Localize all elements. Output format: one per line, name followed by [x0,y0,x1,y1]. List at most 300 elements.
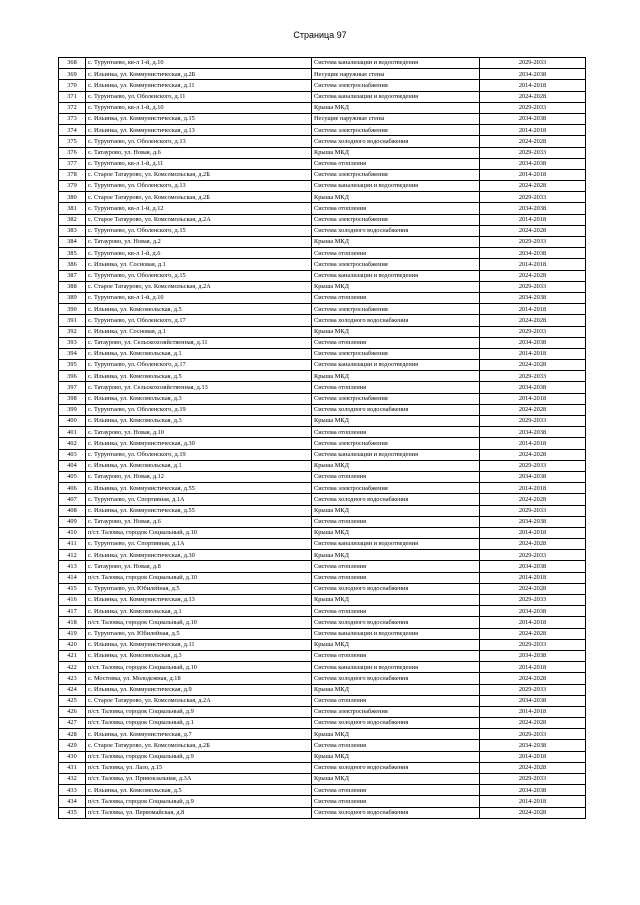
system-cell: Система холодного водоснабжения [312,225,480,236]
row-number-cell: 414 [59,572,86,583]
address-cell: п/ст. Таловка, ул. Первомайская, д.8 [86,807,312,818]
row-number-cell: 423 [59,673,86,684]
system-cell: Крыша МКД [312,774,480,785]
row-number-cell: 402 [59,438,86,449]
row-number-cell: 409 [59,516,86,527]
row-number-cell: 380 [59,192,86,203]
system-cell: Система канализации и водоотведения [312,662,480,673]
system-cell: Система отопления [312,785,480,796]
row-number-cell: 397 [59,382,86,393]
period-cell: 2034-2038 [480,382,586,393]
table-row [59,281,586,292]
address-cell: п/ст. Таловка, ул. Лазо, д.15 [86,762,312,773]
period-cell: 2024-2028 [480,718,586,729]
table-row [59,673,586,684]
system-cell: Система канализации и водоотведения [312,449,480,460]
period-cell: 2024-2028 [480,762,586,773]
system-cell: Система электроснабжения [312,169,480,180]
system-cell: Система холодного водоснабжения [312,718,480,729]
period-cell: 2029-2033 [480,774,586,785]
row-number-cell: 387 [59,270,86,281]
address-cell: с. Ильинка, ул. Комсомольская, д.3 [86,393,312,404]
period-cell: 2029-2033 [480,326,586,337]
period-cell: 2029-2033 [480,550,586,561]
system-cell: Система электроснабжения [312,214,480,225]
system-cell: Система холодного водоснабжения [312,762,480,773]
registry-body [59,58,586,819]
system-cell: Система холодного водоснабжения [312,807,480,818]
address-cell: с. Старое Татаурово, ул. Комсомольская, д.2А [86,695,312,706]
row-number-cell: 379 [59,181,86,192]
page-header: Страница 97 [293,30,347,40]
period-cell: 2014-2018 [480,348,586,359]
table-row [59,718,586,729]
table-row [59,796,586,807]
system-cell: Система холодного водоснабжения [312,404,480,415]
row-number-cell: 400 [59,416,86,427]
period-cell: 2034-2038 [480,606,586,617]
system-cell: Система электроснабжения [312,259,480,270]
row-number-cell: 406 [59,483,86,494]
period-cell: 2014-2018 [480,438,586,449]
row-number-cell: 419 [59,628,86,639]
period-cell: 2029-2033 [480,729,586,740]
system-cell: Система отопления [312,248,480,259]
system-cell: Система холодного водоснабжения [312,617,480,628]
table-row [59,203,586,214]
system-cell: Крыша МКД [312,371,480,382]
period-cell: 2029-2033 [480,639,586,650]
period-cell: 2024-2028 [480,360,586,371]
period-cell: 2029-2033 [480,595,586,606]
system-cell: Система отопления [312,516,480,527]
period-cell: 2014-2018 [480,169,586,180]
address-cell: с. Ильинка, ул. Сосновая, д.1 [86,326,312,337]
period-cell: 2024-2028 [480,91,586,102]
table-row [59,69,586,80]
period-cell: 2024-2028 [480,449,586,460]
address-cell: с. Ильинка, ул. Коммунистическая, д.15 [86,113,312,124]
system-cell: Крыша МКД [312,684,480,695]
system-cell: Крыша МКД [312,639,480,650]
address-cell: п/ст. Таловка, городок Социальный, д.10 [86,662,312,673]
period-cell: 2029-2033 [480,505,586,516]
system-cell: Система электроснабжения [312,393,480,404]
table-row [59,684,586,695]
table-row [59,807,586,818]
address-cell: с. Турунтаево, ул. Юбилейная, д.5 [86,583,312,594]
table-row [59,270,586,281]
table-row [59,762,586,773]
address-cell: с. Турунтаево, ул. Оболенского, д.11 [86,91,312,102]
row-number-cell: 386 [59,259,86,270]
system-cell: Крыша МКД [312,729,480,740]
address-cell: с. Турунтаево, ул. Оболенского, д.17 [86,360,312,371]
row-number-cell: 374 [59,125,86,136]
table-row [59,113,586,124]
table-row [59,628,586,639]
row-number-cell: 401 [59,427,86,438]
period-cell: 2029-2033 [480,147,586,158]
row-number-cell: 377 [59,158,86,169]
table-row [59,371,586,382]
table-row [59,237,586,248]
period-cell: 2034-2038 [480,650,586,661]
system-cell: Крыша МКД [312,192,480,203]
period-cell: 2024-2028 [480,404,586,415]
table-row [59,527,586,538]
table-row [59,483,586,494]
table-row [59,740,586,751]
system-cell: Система электроснабжения [312,125,480,136]
row-number-cell: 430 [59,751,86,762]
row-number-cell: 435 [59,807,86,818]
row-number-cell: 395 [59,360,86,371]
system-cell: Система отопления [312,158,480,169]
period-cell: 2014-2018 [480,304,586,315]
row-number-cell: 388 [59,281,86,292]
period-cell: 2024-2028 [480,807,586,818]
address-cell: с. Татаурово, ул. Новая, д.10 [86,427,312,438]
address-cell: с. Татаурово, ул. Новая, д.6 [86,147,312,158]
row-number-cell: 422 [59,662,86,673]
period-cell: 2034-2038 [480,695,586,706]
period-cell: 2029-2033 [480,102,586,113]
period-cell: 2034-2038 [480,203,586,214]
table-row [59,315,586,326]
row-number-cell: 424 [59,684,86,695]
row-number-cell: 413 [59,561,86,572]
row-number-cell: 416 [59,595,86,606]
period-cell: 2029-2033 [480,460,586,471]
table-row [59,382,586,393]
period-cell: 2034-2038 [480,292,586,303]
address-cell: с. Ильинка, ул. Коммунистическая, д.11 [86,639,312,650]
address-cell: с. Старое Татаурово, ул. Комсомольская, д.2Б [86,192,312,203]
period-cell: 2014-2018 [480,617,586,628]
table-row [59,460,586,471]
table-row [59,136,586,147]
address-cell: с. Турунтаево, кв-л 1-й, д.10 [86,292,312,303]
table-row [59,516,586,527]
system-cell: Крыша МКД [312,281,480,292]
table-row [59,785,586,796]
address-cell: с. Турунтаево, ул. Оболенского, д.15 [86,270,312,281]
row-number-cell: 382 [59,214,86,225]
system-cell: Несущие наружные стены [312,69,480,80]
table-row [59,125,586,136]
system-cell: Крыша МКД [312,595,480,606]
address-cell: с. Турунтаево, кв-л 1-й, д.11 [86,158,312,169]
system-cell: Система электроснабжения [312,706,480,717]
row-number-cell: 425 [59,695,86,706]
period-cell: 2034-2038 [480,337,586,348]
row-number-cell: 415 [59,583,86,594]
address-cell: с. Ильинка, ул. Коммунистическая, д.13 [86,595,312,606]
system-cell: Система холодного водоснабжения [312,136,480,147]
system-cell: Система электроснабжения [312,483,480,494]
row-number-cell: 407 [59,494,86,505]
table-row [59,550,586,561]
table-row [59,147,586,158]
address-cell: с. Турунтаево, ул. Спортивная, д.1А [86,494,312,505]
row-number-cell: 383 [59,225,86,236]
period-cell: 2014-2018 [480,125,586,136]
system-cell: Система отопления [312,203,480,214]
row-number-cell: 412 [59,550,86,561]
period-cell: 2014-2018 [480,662,586,673]
period-cell: 2034-2038 [480,471,586,482]
system-cell: Несущие наружные стены [312,113,480,124]
period-cell: 2024-2028 [480,583,586,594]
address-cell: с. Татаурово, ул. Сельскохозяйственная, д.13 [86,382,312,393]
row-number-cell: 372 [59,102,86,113]
system-cell: Система электроснабжения [312,438,480,449]
period-cell: 2029-2033 [480,371,586,382]
system-cell: Система электроснабжения [312,80,480,91]
address-cell: с. Турунтаево, кв-л 1-й, д.12 [86,203,312,214]
address-cell: с. Старое Татаурово, ул. Комсомольская, д.2А [86,281,312,292]
table-row [59,505,586,516]
row-number-cell: 432 [59,774,86,785]
period-cell: 2029-2033 [480,237,586,248]
period-cell: 2014-2018 [480,706,586,717]
row-number-cell: 429 [59,740,86,751]
address-cell: с. Ильинка, ул. Комсомольская, д.5 [86,371,312,382]
table-row [59,729,586,740]
address-cell: п/ст. Таловка, городок Социальный, д.9 [86,706,312,717]
system-cell: Система холодного водоснабжения [312,583,480,594]
system-cell: Крыша МКД [312,550,480,561]
row-number-cell: 390 [59,304,86,315]
address-cell: п/ст. Таловка, городок Социальный, д.10 [86,617,312,628]
period-cell: 2024-2028 [480,494,586,505]
system-cell: Крыша МКД [312,326,480,337]
address-cell: с. Ильинка, ул. Комсомольская, д.1 [86,460,312,471]
table-row [59,494,586,505]
address-cell: с. Ильинка, ул. Коммунистическая, д.9 [86,684,312,695]
table-row [59,348,586,359]
system-cell: Система канализации и водоотведения [312,91,480,102]
row-number-cell: 384 [59,237,86,248]
row-number-cell: 420 [59,639,86,650]
table-row [59,561,586,572]
system-cell: Система отопления [312,796,480,807]
period-cell: 2034-2038 [480,427,586,438]
system-cell: Крыша МКД [312,147,480,158]
period-cell: 2034-2038 [480,561,586,572]
address-cell: с. Ильинка, ул. Комсомольская, д.5 [86,785,312,796]
system-cell: Система электроснабжения [312,348,480,359]
row-number-cell: 428 [59,729,86,740]
address-cell: с. Ильинка, ул. Комсомольская, д.5 [86,304,312,315]
table-row [59,181,586,192]
table-row [59,416,586,427]
system-cell: Крыша МКД [312,505,480,516]
row-number-cell: 385 [59,248,86,259]
table-row [59,337,586,348]
row-number-cell: 370 [59,80,86,91]
system-cell: Крыша МКД [312,102,480,113]
address-cell: с. Татаурово, ул. Новая, д.12 [86,471,312,482]
period-cell: 2014-2018 [480,214,586,225]
address-cell: с. Турунтаево, ул. Оболенского, д.17 [86,315,312,326]
address-cell: с. Ильинка, ул. Коммунистическая, д.2Б [86,69,312,80]
row-number-cell: 376 [59,147,86,158]
row-number-cell: 368 [59,58,86,69]
address-cell: с. Ильинка, ул. Коммунистическая, д.11 [86,80,312,91]
table-row [59,583,586,594]
address-cell: с. Ильинка, ул. Сосновая, д.1 [86,259,312,270]
system-cell: Система отопления [312,427,480,438]
row-number-cell: 403 [59,449,86,460]
row-number-cell: 410 [59,527,86,538]
address-cell: с. Мостовка, ул. Молодежная, д.18 [86,673,312,684]
row-number-cell: 399 [59,404,86,415]
address-cell: п/ст. Таловка, городок Социальный, д.9 [86,796,312,807]
table-row [59,595,586,606]
table-row [59,427,586,438]
table-row [59,80,586,91]
period-cell: 2024-2028 [480,136,586,147]
system-cell: Система канализации и водоотведения [312,539,480,550]
system-cell: Система канализации и водоотведения [312,360,480,371]
system-cell: Система отопления [312,740,480,751]
period-cell: 2024-2028 [480,628,586,639]
address-cell: с. Турунтаево, ул. Юбилейная, д.5 [86,628,312,639]
row-number-cell: 417 [59,606,86,617]
period-cell: 2034-2038 [480,69,586,80]
system-cell: Система отопления [312,471,480,482]
table-row [59,292,586,303]
address-cell: с. Ильинка, ул. Коммунистическая, д.7 [86,729,312,740]
row-number-cell: 426 [59,706,86,717]
address-cell: с. Ильинка, ул. Коммунистическая, д.30 [86,438,312,449]
table-row [59,91,586,102]
table-row [59,192,586,203]
table-row [59,225,586,236]
address-cell: п/ст. Таловка, городок Социальный, д.9 [86,751,312,762]
row-number-cell: 392 [59,326,86,337]
row-number-cell: 373 [59,113,86,124]
period-cell: 2014-2018 [480,572,586,583]
table-row [59,438,586,449]
period-cell: 2034-2038 [480,158,586,169]
address-cell: п/ст. Таловка, городок Социальный, д.1 [86,718,312,729]
address-cell: с. Ильинка, ул. Комсомольская, д.3 [86,650,312,661]
system-cell: Крыша МКД [312,237,480,248]
row-number-cell: 427 [59,718,86,729]
address-cell: п/ст. Таловка, городок Социальный, д.10 [86,572,312,583]
table-row [59,58,586,69]
row-number-cell: 378 [59,169,86,180]
period-cell: 2014-2018 [480,483,586,494]
address-cell: с. Турунтаево, ул. Оболенского, д.13 [86,136,312,147]
table-row [59,617,586,628]
table-row [59,304,586,315]
address-cell: с. Старое Татаурово, ул. Комсомольская, д.2А [86,214,312,225]
table-row [59,471,586,482]
row-number-cell: 396 [59,371,86,382]
period-cell: 2014-2018 [480,80,586,91]
address-cell: п/ст. Таловка, ул. Привокзальная, д.3А [86,774,312,785]
table-row [59,169,586,180]
system-cell: Крыша МКД [312,751,480,762]
row-number-cell: 405 [59,471,86,482]
system-cell: Система канализации и водоотведения [312,628,480,639]
address-cell: с. Татаурово, ул. Новая, д.8 [86,561,312,572]
period-cell: 2024-2028 [480,315,586,326]
address-cell: с. Турунтаево, кв-л 1-й, д.10 [86,102,312,113]
system-cell: Система канализации и водоотведения [312,58,480,69]
period-cell: 2029-2033 [480,416,586,427]
system-cell: Крыша МКД [312,416,480,427]
period-cell: 2014-2018 [480,796,586,807]
address-cell: с. Татаурово, ул. Новая, д.2 [86,237,312,248]
period-cell: 2014-2018 [480,751,586,762]
system-cell: Система отопления [312,382,480,393]
row-number-cell: 375 [59,136,86,147]
period-cell: 2029-2033 [480,281,586,292]
table-row [59,650,586,661]
row-number-cell: 408 [59,505,86,516]
table-row [59,158,586,169]
period-cell: 2029-2033 [480,684,586,695]
row-number-cell: 391 [59,315,86,326]
period-cell: 2034-2038 [480,740,586,751]
period-cell: 2024-2028 [480,539,586,550]
address-cell: п/ст. Таловка, городок Социальный, д.10 [86,527,312,538]
table-row [59,606,586,617]
system-cell: Система отопления [312,695,480,706]
period-cell: 2014-2018 [480,259,586,270]
row-number-cell: 369 [59,69,86,80]
address-cell: с. Татаурово, ул. Сельскохозяйственная, д.11 [86,337,312,348]
table-row [59,259,586,270]
address-cell: с. Турунтаево, ул. Спортивная, д.1А [86,539,312,550]
row-number-cell: 411 [59,539,86,550]
address-cell: с. Ильинка, ул. Коммунистическая, д.13 [86,125,312,136]
table-row [59,214,586,225]
table-row [59,662,586,673]
table-row [59,639,586,650]
table-row [59,572,586,583]
period-cell: 2024-2028 [480,270,586,281]
row-number-cell: 418 [59,617,86,628]
address-cell: с. Турунтаево, ул. Оболенского, д.19 [86,449,312,460]
system-cell: Система холодного водоснабжения [312,673,480,684]
period-cell: 2024-2028 [480,673,586,684]
system-cell: Система отопления [312,572,480,583]
period-cell: 2034-2038 [480,248,586,259]
address-cell: с. Ильинка, ул. Коммунистическая, д.55 [86,505,312,516]
table-row [59,102,586,113]
system-cell: Крыша МКД [312,460,480,471]
table-row [59,706,586,717]
address-cell: с. Турунтаево, кв-л 1-й, д.6 [86,248,312,259]
table-row [59,360,586,371]
row-number-cell: 421 [59,650,86,661]
row-number-cell: 398 [59,393,86,404]
table-row [59,404,586,415]
period-cell: 2029-2033 [480,58,586,69]
table-row [59,774,586,785]
period-cell: 2029-2033 [480,192,586,203]
address-cell: с. Турунтаево, ул. Оболенского, д.13 [86,181,312,192]
system-cell: Система отопления [312,561,480,572]
row-number-cell: 381 [59,203,86,214]
address-cell: с. Турунтаево, ул. Оболенского, д.15 [86,225,312,236]
